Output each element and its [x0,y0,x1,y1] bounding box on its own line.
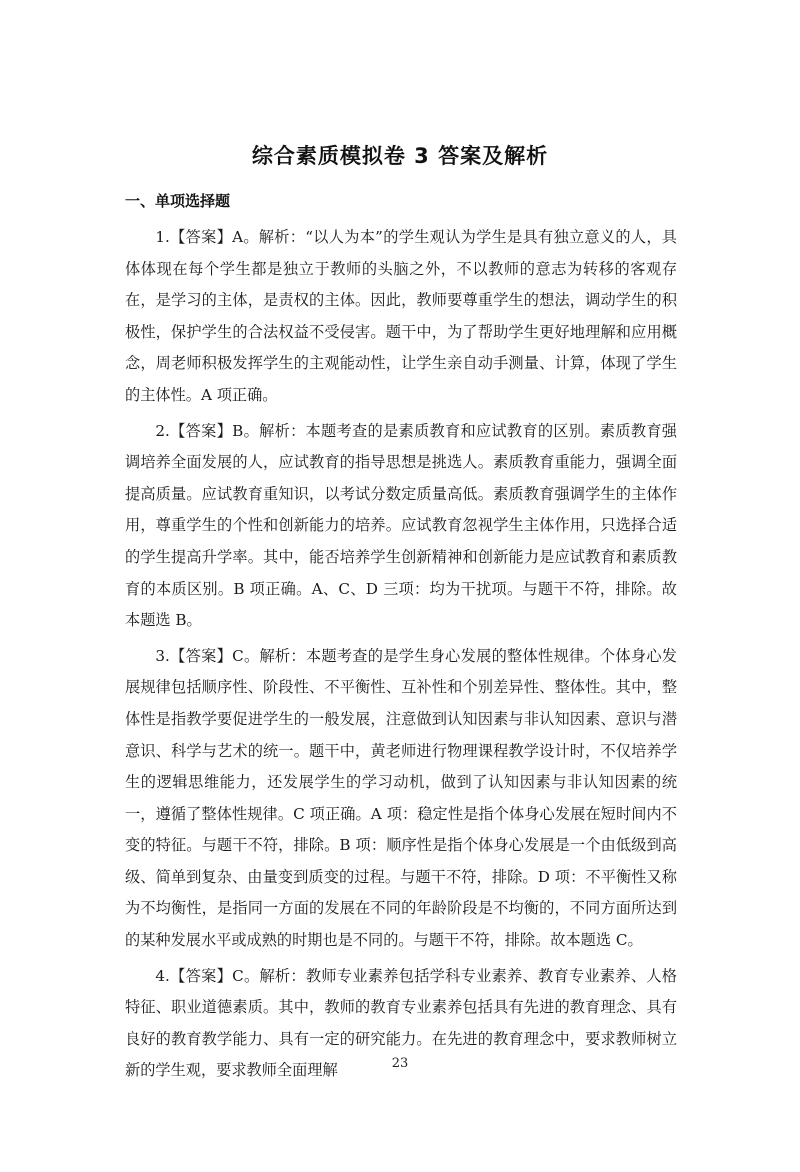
answer-paragraph-4: 4.【答案】C。解析：教师专业素养包括学科专业素养、教育专业素养、人格特征、职业道德素质。其中，教师的教育专业素养包括具有先进的教育理念、具有良好的教育教学能力、具有一定的研究能力。在先进的教育理念中，要求教师树立新的学生观，要求教师全面理解 [125,966,677,1080]
answer-paragraph-3: 3.【答案】C。解析：本题考查的是学生身心发展的整体性规律。个体身心发展规律包括顺序性、阶段性、不平衡性、互补性和个别差异性、整体性。其中，整体性是指教学要促进学生的一般发展，注意做到认知因素与非认知因素、意识与潜意识、科学与艺术的统一。题干中，黄老师进行物理课程教学设计时，不仅培养学生的逻辑思维能力，还发展学生的学习动机，做到了认知因素与非认知因素的统一，遵循了整体性规律。C 项正确。A 项：稳定性是指个体身心发展在短时间内不变的特征。与题干不符，排除。B 项：顺序性是指个体身心发展是一个由低级到高级、简单到复杂、由量变到质变的过程。与题干不符，排除。D 项：不平衡性又称为不均衡性，是指同一方面的发展在不同的年龄阶段是不均衡的，不同方面所达到的某种发展水平或成熟的时期也是不同的。与题干不符，排除。故本题选 C。 [125,646,677,950]
section-heading: 一、单项选择题 [125,192,231,210]
page-number: 23 [391,1056,409,1071]
answer-paragraph-1: 1.【答案】A。解析：“以人为本”的学生观认为学生是具有独立意义的人，具体体现在每个学生都是独立于教师的头脑之外，不以教师的意志为转移的客观存在，是学习的主体，是责权的主体。因此，教师要尊重学生的想法，调动学生的积极性，保护学生的合法权益不受侵害。题干中，为了帮助学生更好地理解和应用概念，周老师积极发挥学生的主观能动性，让学生亲自动手测量、计算，体现了学生的主体性。A 项正确。 [125,228,677,404]
answer-explanations [125,222,677,1091]
page-title: 综合素质模拟卷 3 答案及解析 [251,144,549,168]
answer-paragraph-2: 2.【答案】B。解析：本题考查的是素质教育和应试教育的区别。素质教育强调培养全面发展的人，应试教育的指导思想是挑选人。素质教育重能力，强调全面提高质量。应试教育重知识，以考试分数定质量高低。素质教育强调学生的主体作用，尊重学生的个性和创新能力的培养。应试教育忽视学生主体作用，只选择合适的学生提高升学率。其中，能否培养学生创新精神和创新能力是应试教育和素质教育的本质区别。B 项正确。A、C、D 三项：均为干扰项。与题干不符，排除。故本题选 B。 [125,421,677,630]
